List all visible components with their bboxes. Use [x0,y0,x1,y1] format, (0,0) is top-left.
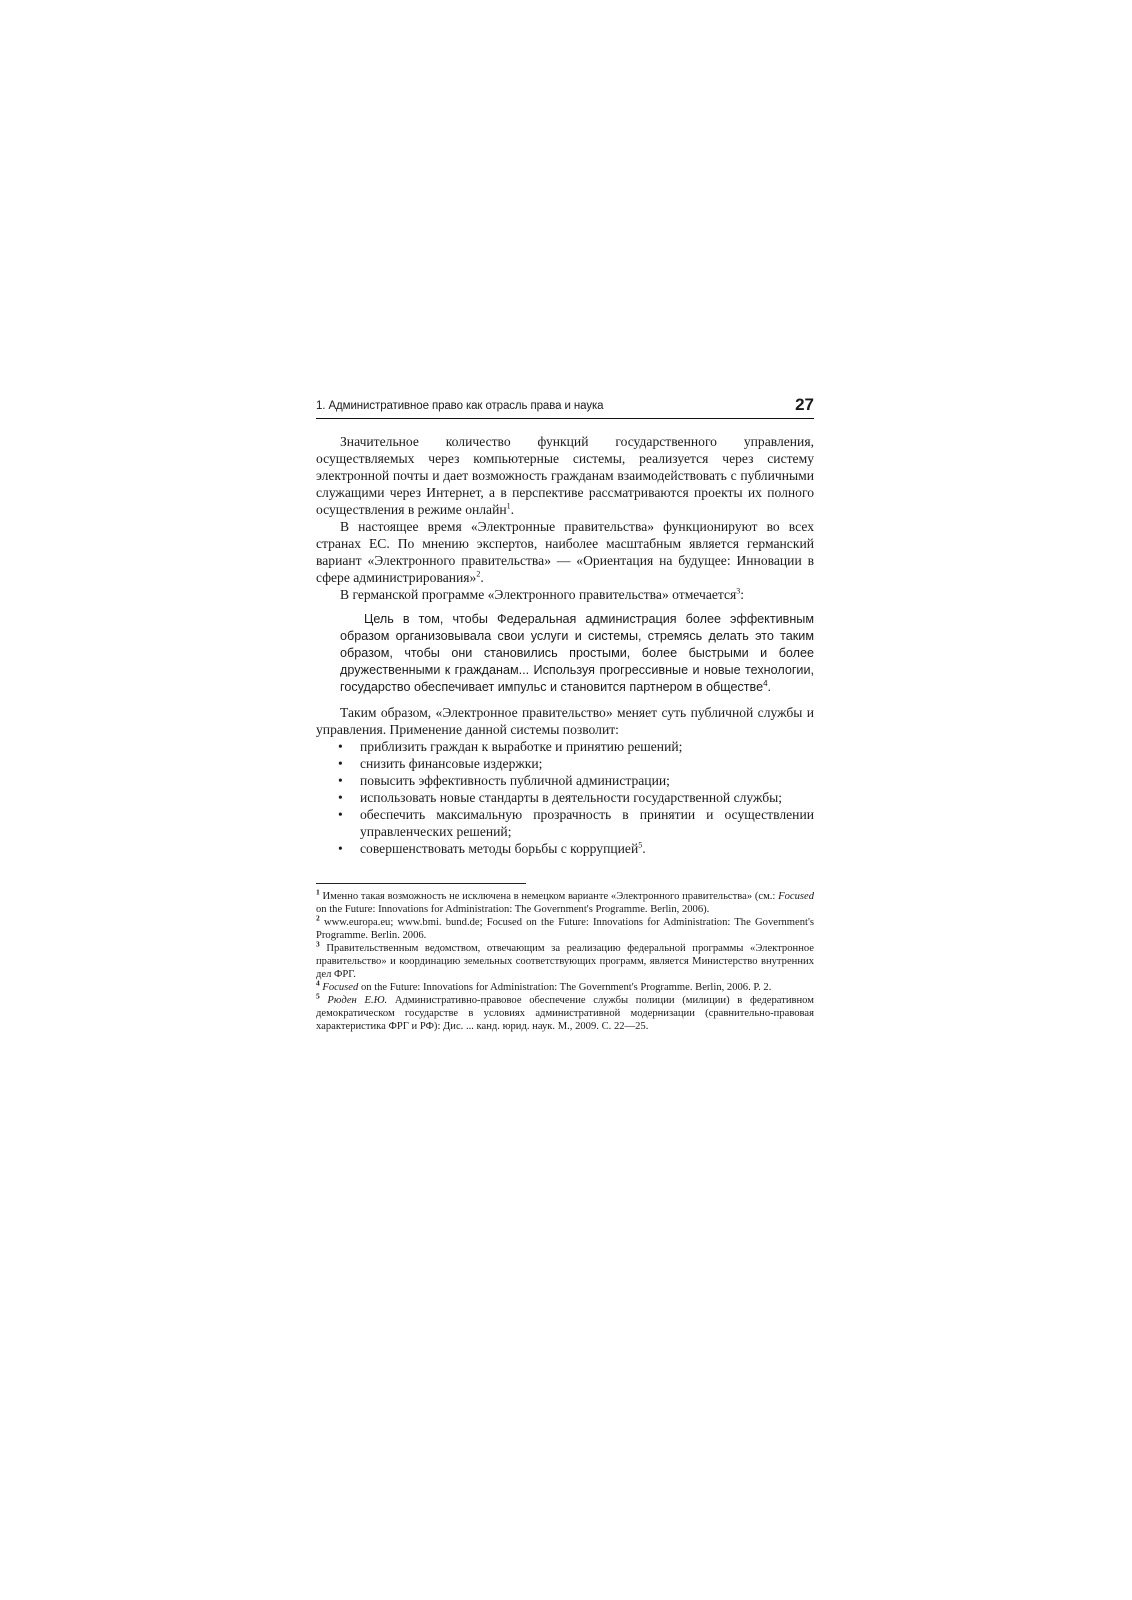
list-item-text: снизить финансовые издержки; [360,756,543,771]
footnote-5 [316,991,814,1033]
footnote-number: 1 [316,887,320,897]
list-item [316,806,814,840]
paragraph-2 [316,518,814,586]
paragraph-2-end: . [480,570,484,585]
list-item [316,772,814,789]
paragraph-1 [316,433,814,518]
footnotes [316,887,814,1033]
paragraph-3-text: В германской программе «Электронного правительства» отмечается [340,587,737,602]
list-item-text: использовать новые стандарты в деятельности государственной службы; [360,790,783,805]
footnote-text: on the Future: Innovations for Administration: The Government's Programme. Berlin, 2006. P. 2. [358,982,772,993]
footnote-number: 2 [316,913,320,923]
bullet-icon: • [338,790,343,805]
footnote-divider [316,883,526,884]
footnote-text: Именно такая возможность не исключена в немецком варианте «Электронного правительства» (см.: [322,891,779,902]
footnote-ref-3: 3 [736,586,741,596]
footnote-number: 4 [316,978,320,988]
footnote-text: on the Future: Innovations for Administration: The Government's Programme. Berlin, 2006). [316,904,710,915]
footnote-3 [316,939,814,981]
running-header [316,396,814,419]
footnote-italic: Рюден Е.Ю. [327,995,388,1006]
bullet-icon: • [338,841,343,856]
footnote-number: 5 [316,991,320,1001]
footnote-ref-4: 4 [763,678,768,688]
book-page [316,396,814,1033]
list-item-text: повысить эффективность публичной администрации; [360,773,670,788]
page-number: 27 [795,395,814,414]
list-item-text: приблизить граждан к выработке и принятию решений; [360,739,683,754]
list-item-end: . [642,841,646,856]
footnote-italic: Focused [778,891,814,902]
footnote-2 [316,913,814,942]
paragraph-2-text: В настоящее время «Электронные правительства» функционируют во всех странах ЕС. По мнению экспертов, наиболее масштабным является германский вариант «Электронного правительства» — «Ориентация на будущее: Инновации в сфере администрирования» [316,519,814,585]
paragraph-3 [316,586,814,603]
footnote-text: Правительственным ведомством, отвечающим за реализацию федеральной программы «Электронное правительство» и координацию земельных соответствующих программ, является Министерство внутренних дел ФРГ. [316,943,814,980]
paragraph-4: Таким образом, «Электронное правительство» меняет суть публичной службы и управления. Применение данной системы позволит: [316,705,814,737]
bullet-icon: • [338,807,343,822]
footnote-4 [316,978,814,994]
list-item [316,755,814,772]
bullet-icon: • [338,773,343,788]
main-text [316,433,814,857]
footnote-italic: Focused [322,982,359,993]
list-item [316,840,814,857]
bullet-list [316,738,814,857]
bullet-icon: • [338,756,343,771]
footnote-number: 3 [316,939,320,949]
footnote-text: Административно-правовое обеспечение службы полиции (милиции) в федеративном демократическом государстве в условиях административной модернизации (сравнительно-правовая характеристика ФРГ и РФ): Дис. ... канд. юрид. наук. М., 2009. С. 22—25. [316,995,814,1032]
block-quote-end: . [767,680,772,694]
list-item-text: совершенствовать методы борьбы с коррупцией [360,841,639,856]
footnote-ref-1: 1 [506,501,511,511]
footnote-1 [316,887,814,916]
block-quote [340,611,814,696]
footnote-ref-5: 5 [638,840,643,850]
list-item [316,738,814,755]
paragraph-1-text: Значительное количество функций государственного управления, осуществляемых через компьютерные системы, реализуется через систему электронной почты и дает возможность гражданам взаимодействовать с публичными служащими через Интернет, а в перспективе рассматриваются проекты их полного осуществления в режиме онлайн [316,434,814,517]
list-item [316,789,814,806]
bullet-icon: • [338,739,343,754]
footnote-text: www.europa.eu; www.bmi. bund.de; Focused on the Future: Innovations for Administration: The Government's Programme. Berlin. 2006. [316,917,814,941]
list-item-text: обеспечить максимальную прозрачность в принятии и осуществлении управленческих решений; [360,807,814,839]
block-quote-text: Цель в том, чтобы Федеральная администрация более эффективным образом организовывала свои услуги и системы, стремясь делать это таким образом, чтобы они становились простыми, более быстрыми и более дружественными к гражданам... Используя прогрессивные и новые технологии, государство обеспечивает импульс и становится партнером в обществе [340,612,814,694]
paragraph-3-end: : [740,587,745,602]
chapter-title: 1. Административное право как отрасль права и наука [316,400,604,412]
paragraph-1-end: . [510,502,515,517]
footnote-ref-2: 2 [476,569,481,579]
